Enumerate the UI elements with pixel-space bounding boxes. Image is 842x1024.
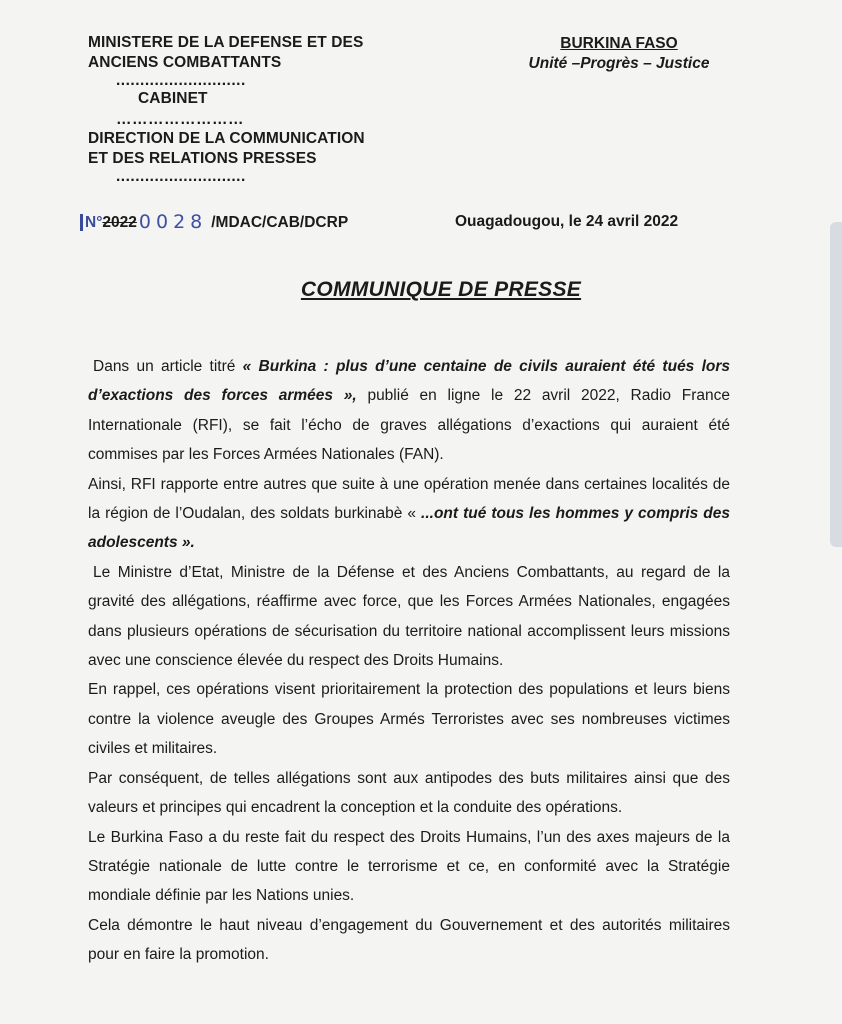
article-title-quote: « Burkina : plus d’une centaine de civils auraient été tués lors d’exactions des forces armées »,	[88, 358, 730, 405]
paragraph-4: En rappel, ces opérations visent prioritairement la protection des populations et leurs biens contre la violence aveugle des Groupes Armés Terroristes avec ses nombreuses victimes civiles et militaires.	[88, 681, 730, 758]
reference-handwritten-number: 0028	[138, 211, 208, 233]
separator-dots: ...........................	[116, 168, 246, 185]
paragraph-1-end: publié en ligne le 22 avril 2022, Radio France Internationale (RFI), se fait l’écho de graves allégations d’exactions qui auraient été commises par les Forces Armées Nationales (FAN).	[88, 387, 730, 464]
separator-dots: ……………………	[116, 111, 244, 128]
ministry-header	[88, 33, 365, 185]
place-date: Ouagadougou, le 24 avril 2022	[455, 213, 679, 230]
paragraph-3: Le Ministre d’Etat, Ministre de la Défense et des Anciens Combattants, au regard de la gravité des allégations, réaffirme avec force, que les Forces Armées Nationales, engagées dans plusieurs opérations de sécurisation du territoire national accomplissent leurs missions avec une conscience élevée du respect des Droits Humains.	[88, 563, 730, 670]
rfi-quote: ...ont tué tous les hommes y compris des adolescents	[88, 505, 730, 552]
reference-suffix: /MDAC/CAB/DCRP	[211, 214, 349, 231]
paragraph-1-start: Dans un article titré	[93, 358, 243, 375]
paragraph-7: Cela démontre le haut niveau d’engagement du Gouvernement et des autorités militaires pour en faire la promotion.	[88, 916, 730, 964]
viewer-scroll-tab[interactable]	[830, 222, 842, 547]
ministry-name-line1: MINISTERE DE LA DEFENSE ET DES	[88, 34, 364, 51]
direction-name-line1: DIRECTION DE LA COMMUNICATION	[88, 130, 365, 147]
paragraph-1	[88, 352, 730, 470]
paragraph-2-end: ».	[177, 534, 195, 552]
ministry-name-line2: ANCIENS COMBATTANTS	[88, 54, 282, 71]
reference-number	[80, 211, 348, 233]
paragraph-2	[88, 470, 730, 558]
paragraph-5: Par conséquent, de telles allégations sont aux antipodes des buts militaires ainsi que des valeurs et principes qui encadrent la conception et la conduite des opérations.	[88, 769, 730, 817]
paragraph-2-start: Ainsi, RFI rapporte entre autres que suite à une opération menée dans certaines localités de la région de l’Oudalan, des soldats burkinabè «	[88, 475, 730, 523]
separator-dots: ...........................	[116, 72, 246, 89]
country-name: BURKINA FASO	[560, 35, 678, 52]
press-release-body	[88, 352, 730, 970]
reference-prefix: N°	[80, 214, 102, 231]
document-title-wrap	[0, 278, 842, 302]
country-header	[505, 34, 733, 74]
document-title: COMMUNIQUE DE PRESSE	[300, 278, 582, 301]
national-motto: Unité –Progrès – Justice	[528, 55, 710, 72]
reference-year: 2022	[102, 214, 137, 231]
paragraph-6: Le Burkina Faso a du reste fait du respect des Droits Humains, l’un des axes majeurs de la Stratégie nationale de lutte contre le terrorisme et ce, en conformité avec la Stratégie mondiale définie par les Nations unies.	[88, 828, 730, 905]
cabinet-label: CABINET	[138, 90, 208, 107]
direction-name-line2: ET DES RELATIONS PRESSES	[88, 150, 317, 167]
